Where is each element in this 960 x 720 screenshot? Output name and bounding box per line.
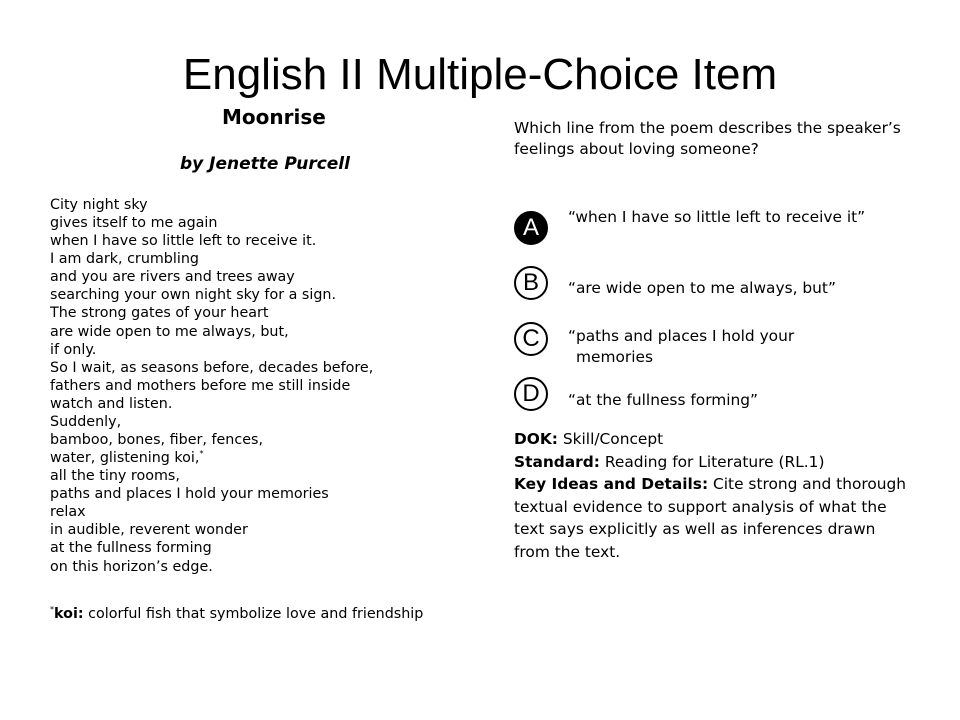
footnote-definition: colorful fish that symbolize love and friendship <box>83 606 424 622</box>
slide-title: English II Multiple-Choice Item <box>182 50 778 99</box>
footnote-marker: * <box>199 449 204 459</box>
poem-line: at the fullness forming <box>50 540 212 557</box>
standard-label: Standard: <box>514 452 600 471</box>
poem-title: Moonrise <box>222 105 326 129</box>
key-ideas-row <box>514 473 914 563</box>
key-ideas-label: Key Ideas and Details: <box>514 475 709 493</box>
poem-line: fathers and mothers before me still inside <box>50 377 351 394</box>
poem-line: gives itself to me again <box>50 215 218 232</box>
poem-line: I am dark, crumbling <box>50 251 199 268</box>
option-c-badge: C <box>514 322 548 356</box>
option-b-badge: B <box>514 266 548 300</box>
poem-line: are wide open to me always, but, <box>50 323 289 340</box>
footnote-term: koi: <box>54 606 84 622</box>
poem-line: Suddenly, <box>50 413 122 430</box>
poem-line: City night sky <box>50 197 148 213</box>
poem-line: bamboo, bones, fiber, fences, <box>50 432 264 449</box>
dok-label: DOK: <box>514 430 558 448</box>
poem-line: So I wait, as seasons before, decades before, <box>50 359 374 376</box>
poem-line: relax <box>50 504 86 521</box>
key-ideas-value: Cite strong and thorough textual evidence to support analysis of what the text says explicitly as well as inferences drawn from the text. <box>514 475 907 561</box>
poem-line-text: water, glistening koi, <box>50 450 200 467</box>
poem-line: paths and places I hold your memories <box>50 486 329 503</box>
option-d-badge: D <box>514 377 548 411</box>
poem-line: The strong gates of your heart <box>50 305 269 322</box>
footnote <box>50 604 423 624</box>
poem-line: all the tiny rooms, <box>50 468 180 485</box>
poem-line: on this horizon’s edge. <box>50 558 213 575</box>
item-metadata <box>514 428 914 563</box>
standard-row <box>514 451 914 474</box>
poem-line-koi <box>50 449 490 467</box>
dok-value: Skill/Concept <box>557 430 664 448</box>
poem-line: searching your own night sky for a sign. <box>50 287 337 304</box>
dok-row <box>514 428 914 451</box>
standard-value: Reading for Literature (RL.1) <box>599 452 825 471</box>
footnote-marker: * <box>50 605 54 615</box>
poem-author: by Jenette Purcell <box>180 154 350 174</box>
question-stem: Which line from the poem describes the speaker’s feelings about loving someone? <box>514 119 901 158</box>
option-b-text: “are wide open to me always, but” <box>568 279 836 297</box>
option-a-badge: A <box>514 211 548 245</box>
poem-line: and you are rivers and trees away <box>50 269 295 286</box>
poem-line: in audible, reverent wonder <box>50 522 248 539</box>
option-a-text: “when I have so little left to receive it” <box>568 208 866 226</box>
poem-line: watch and listen. <box>50 395 173 412</box>
option-c-text: “paths and places I hold your memories <box>568 327 795 366</box>
option-d-text: “at the fullness forming” <box>568 391 759 409</box>
poem-text <box>50 196 490 576</box>
poem-line: if only. <box>50 341 97 358</box>
poem-line: when I have so little left to receive it. <box>50 233 317 250</box>
